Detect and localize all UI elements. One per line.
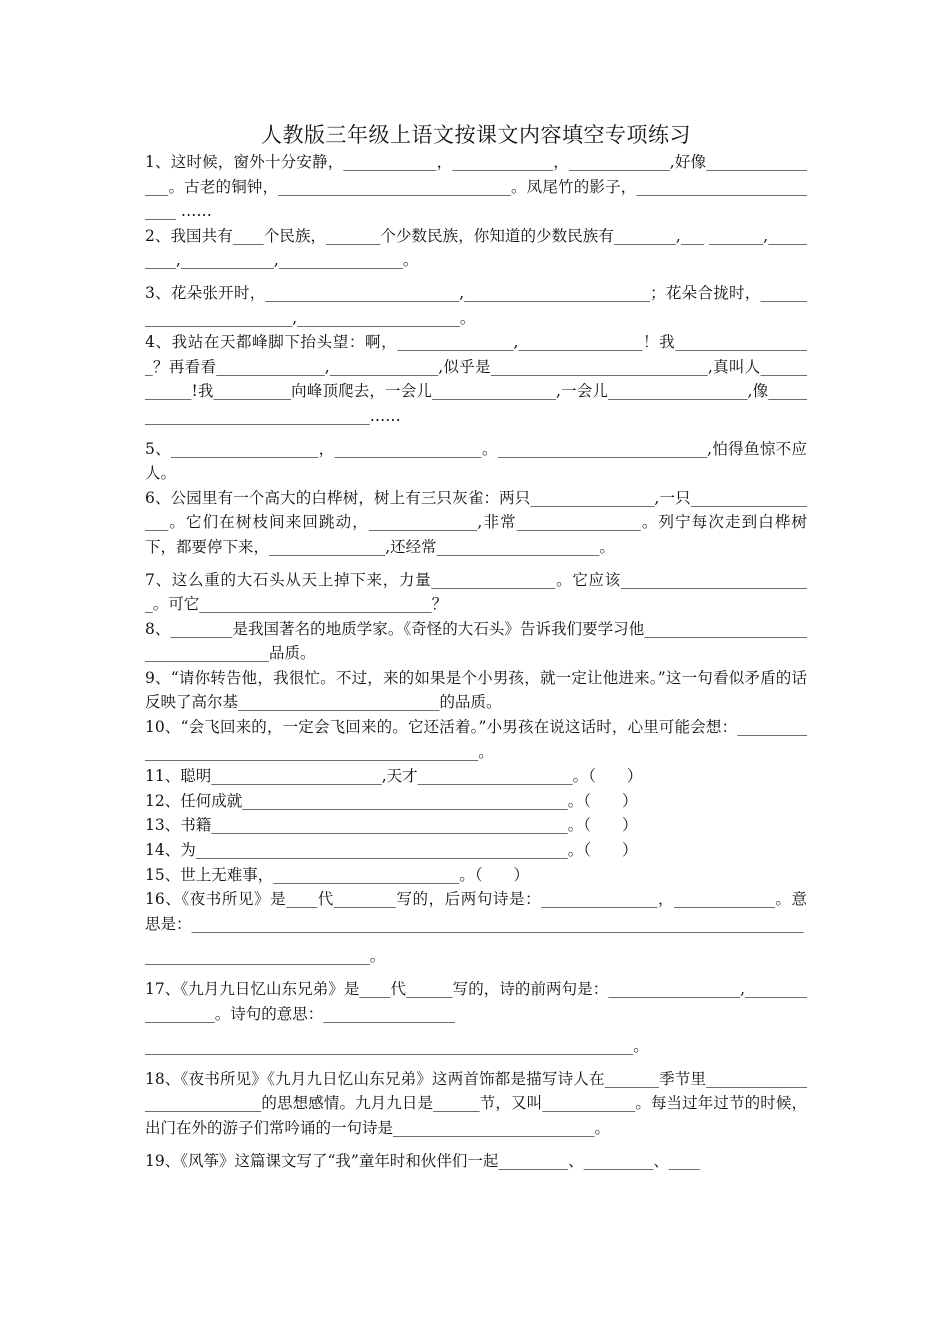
question-11: 11、聪明______________________,天才____________________。（ ） [145, 767, 643, 786]
question-10: 10、“会飞回来的，一定会飞回来的。它还活着。”小男孩在说这话时，心里可能会想：____________________________________________________。 [145, 718, 807, 761]
question-1: 1、这时候，窗外十分安静，____________，_____________，_____________,好像________________。古老的铜钟，______________________________。凤尾竹的影子，__________________________ …… [145, 153, 807, 221]
question-18: 18、《夜书所见》《九月九日忆山东兄弟》这两首饰都是描写诗人在_______季节里____________________________的思想感情。九月九日是______节，又叫____________。每当过年过节的时候，出门在外的游子们常吟诵的一句诗是__________________________。 [145, 1069, 807, 1137]
question-17: 17、《九月九日忆山东兄弟》是____代______写的，诗的前两句是：_________________,_________________。诗句的意思：_________________ [145, 980, 807, 1023]
question-2: 2、我国共有____个民族，_______个少数民族，你知道的少数民族有________,___ _______,_________,____________,________________。 [145, 226, 807, 270]
question-8: 8、________是我国著名的地质学家。《奇怪的大石头》告诉我们要学习他_____________________________________品质。 [145, 619, 807, 663]
page-title: 人教版三年级上语文按课文内容填空专项练习 [261, 123, 691, 147]
question-14: 14、为________________________________________________。（ ） [145, 841, 638, 860]
question-6: 6、公园里有一个高大的白桦树，树上有三只灰雀：两只________________,一只__________________。它们在树枝间来回跳动，______________,非常________________。列宁每次走到白桦树下，都要停下来，_______________,还经常_____________________。 [145, 488, 807, 556]
question-5: 5、___________________，___________________。___________________________,怕得鱼惊不应人。 [145, 439, 807, 483]
worksheet-page [145, 118, 807, 1173]
question-9: 9、“请你转告他，我很忙。不过，来的如果是个小男孩，就一定让他进来。”这一句看似矛盾的话反映了高尔基__________________________的品质。 [145, 668, 807, 712]
question-3: 3、花朵张开时，_________________________,________________________；花朵合拢时，_________________________,_____________________。 [145, 283, 807, 327]
question-16-continued: _____________________________。 [145, 947, 386, 966]
question-17-continued: _______________________________________________________________。 [145, 1037, 649, 1056]
question-16: 16、《夜书所见》是____代________写的，后两句诗是：_______________，_____________。意思是：_______________________________________________________________________________ [145, 890, 807, 933]
question-13: 13、书籍______________________________________________。（ ） [145, 816, 638, 835]
question-19: 19、《风筝》这篇课文写了“我”童年时和伙伴们一起_________、_________、____ [145, 1151, 700, 1170]
question-12: 12、任何成就__________________________________________。（ ） [145, 791, 638, 810]
question-7: 7、这么重的大石头从天上掉下来，力量________________。它应该_________________________。可它______________________________？ [145, 570, 807, 614]
question-4: 4、我站在天都峰脚下抬头望：啊，_______________,________________！我__________________？再看看______________,______________,似乎是____________________________,真叫人____________!我__________向峰顶爬去，一会儿________________,一会儿__________________,像__________________________________…… [145, 333, 807, 425]
question-15: 15、世上无难事，________________________。（ ） [145, 865, 529, 884]
